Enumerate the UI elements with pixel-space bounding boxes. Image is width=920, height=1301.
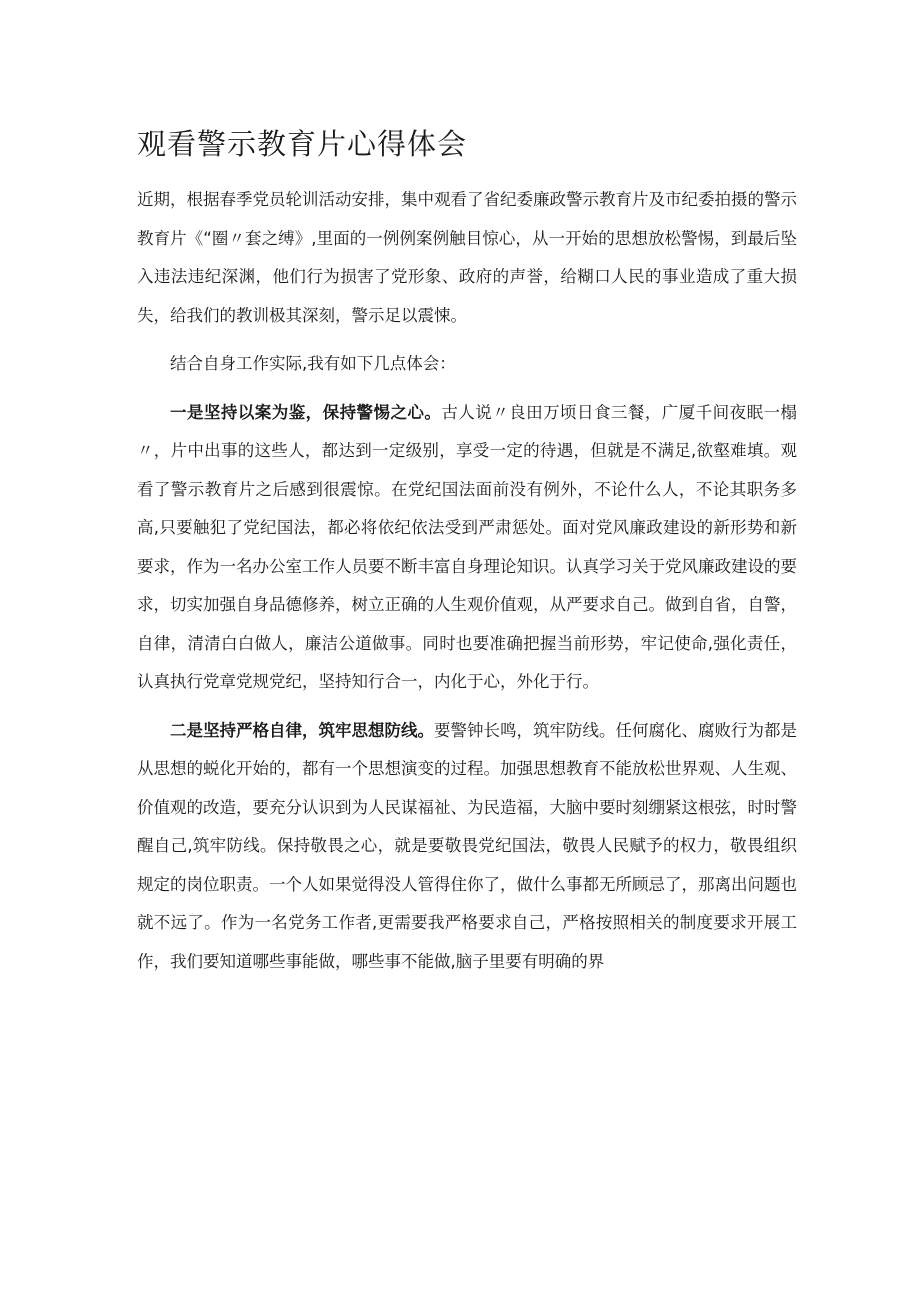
- paragraph-point-two: [137, 712, 797, 982]
- paragraph-text: 结合自身工作实际,我有如下几点体会：: [170, 354, 456, 373]
- document-body: [137, 181, 797, 981]
- paragraph-lead: 二是坚持严格自律，筑牢思想防线。: [170, 720, 434, 740]
- paragraph-lead: 一是坚持以案为鉴，保持警惕之心。: [170, 402, 442, 422]
- paragraph-text: 古人说〃良田万顷日食三餐，广厦千间夜眠一榻〃，片中出事的这些人，都达到一定级别，享受一定的待遇，但就是不满足,欲壑难填。观看了警示教育片之后感到很震惊。在党纪国法面前没有例外，不论什么人，不论其职务多高,只要触犯了党纪国法，都必将依纪依法受到严肃惩处。面对党风廉政建设的新形势和新要求，作为一名办公室工作人员要不断丰富自身理论知识。认真学习关于党风廉政建设的要求，切实加强自身品德修养，树立正确的人生观价值观，从严要求自己。做到自省，自警，自律，清清白白做人，廉洁公道做事。同时也要准确把握当前形势，牢记使命,强化责任，认真执行党章党规党纪，坚持知行合一，内化于心，外化于行。: [137, 402, 798, 691]
- document-title: 观看警示教育片心得体会: [137, 127, 468, 161]
- paragraph-intro: [137, 181, 797, 335]
- paragraph-point-one: [137, 394, 797, 702]
- paragraph-summary: [137, 345, 797, 384]
- paragraph-text: 近期，根据春季党员轮训活动安排，集中观看了省纪委廉政警示教育片及市纪委拍摄的警示教育片《“圈〃套之缚》,里面的一例例案例触目惊心，从一开始的思想放松警惕，到最后坠入违法违纪深渊，他们行为损害了党形象、政府的声誉，给糊口人民的事业造成了重大损失，给我们的教训极其深刻，警示足以震悚。: [137, 190, 797, 325]
- paragraph-text: 要警钟长鸣，筑牢防线。任何腐化、腐败行为都是从思想的蜕化开始的，都有一个思想演变的过程。加强思想教育不能放松世界观、人生观、价值观的改造，要充分认识到为人民谋福祉、为民造福，大脑中要时刻绷紧这根弦，时时警醒自己,筑牢防线。保持敬畏之心，就是要敬畏党纪国法，敬畏人民赋予的权力，敬畏组织规定的岗位职责。一个人如果觉得没人管得住你了，做什么事都无所顾忌了，那离出问题也就不远了。作为一名党务工作者,更需要我严格要求自己，严格按照相关的制度要求开展工作，我们要知道哪些事能做，哪些事不能做,脑子里要有明确的界: [137, 720, 797, 971]
